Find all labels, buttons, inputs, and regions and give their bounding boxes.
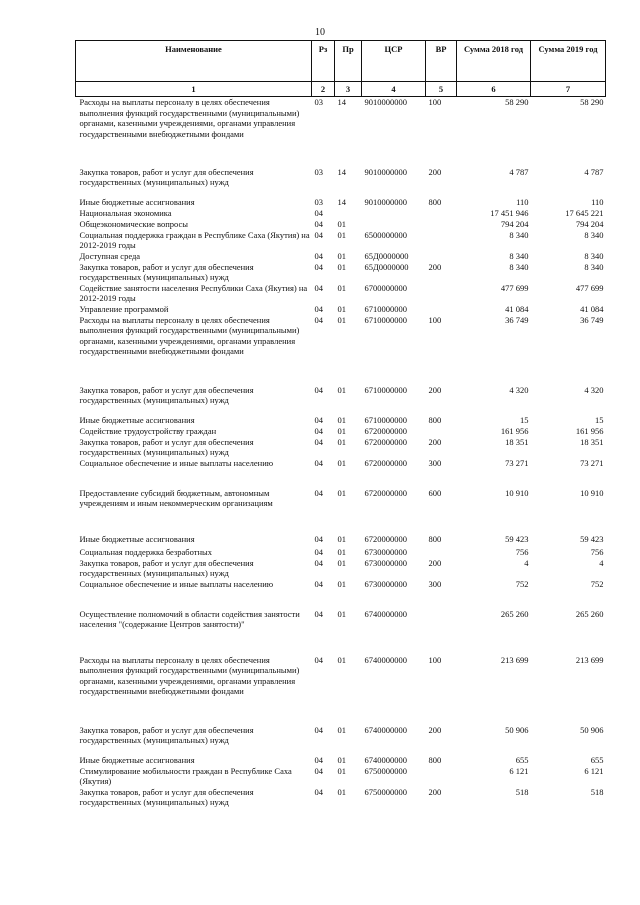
row-csr: 65Д0000000 <box>364 250 409 261</box>
row-vr <box>426 219 457 230</box>
row-sum-2019: 73 271 <box>580 457 604 468</box>
row-sum-2019: 518 <box>590 786 604 797</box>
row-sum-2018: 17 451 946 <box>490 207 529 218</box>
row-sum-2019: 477 699 <box>575 282 604 293</box>
row-pr: 01 <box>337 314 346 325</box>
row-name: Содействие трудоустройству граждан <box>79 425 217 436</box>
row-rz: 04 <box>314 261 323 272</box>
row-csr: 6720000000 <box>364 487 407 498</box>
row-vr: 300 <box>428 578 442 589</box>
row-sum-2018: 794 204 <box>500 218 529 229</box>
row-sum-2018: 8 340 <box>509 229 529 240</box>
row-name: Социальная поддержка безработных <box>79 546 212 557</box>
row-csr: 6750000000 <box>364 765 407 776</box>
row-csr: 9010000000 <box>364 97 407 107</box>
row-pr: 01 <box>337 384 346 395</box>
row-name: Закупка товаров, работ и услуг для обеспечения государственных (муниципальных) нужд <box>79 436 254 457</box>
row-name: Иные бюджетные ассигнования <box>79 754 195 765</box>
table-row <box>76 315 606 385</box>
row-name: Иные бюджетные ассигнования <box>79 414 195 425</box>
row-sum-2019: 15 <box>595 414 604 425</box>
row-pr: 01 <box>337 282 346 293</box>
column-number: 1 <box>76 82 312 97</box>
row-csr: 6730000000 <box>364 557 407 568</box>
row-name: Общеэкономические вопросы <box>79 218 188 229</box>
row-rz: 04 <box>314 250 323 261</box>
table-row <box>76 787 606 808</box>
row-name: Управление программой <box>79 303 169 314</box>
row-rz: 04 <box>314 384 323 395</box>
row-name: Расходы на выплаты персоналу в целях обеспечения выполнения функций государственными (муниципальными) органами, казенными учреждениями, органами управления государственными внебюджетными фондами <box>79 97 300 139</box>
row-vr: 100 <box>428 314 442 325</box>
row-csr: 6720000000 <box>364 436 407 447</box>
row-pr: 01 <box>337 303 346 314</box>
row-vr: 200 <box>428 166 442 177</box>
row-csr: 6700000000 <box>364 282 407 293</box>
row-sum-2018: 8 340 <box>509 250 529 261</box>
table-row <box>76 488 606 534</box>
row-sum-2019: 8 340 <box>584 261 604 272</box>
header-name: Наименование <box>76 41 312 82</box>
row-rz: 04 <box>314 218 323 229</box>
header-sum-2019: Сумма 2019 год <box>531 41 606 82</box>
row-rz: 04 <box>314 557 323 568</box>
table-row <box>76 458 606 488</box>
table-row <box>76 534 606 547</box>
row-sum-2019: 10 910 <box>580 487 604 498</box>
header-csr: ЦСР <box>362 41 426 82</box>
row-pr: 14 <box>337 196 346 207</box>
table-row <box>76 262 606 283</box>
row-sum-2019: 4 320 <box>584 384 604 395</box>
row-pr: 01 <box>337 261 346 272</box>
row-pr: 01 <box>337 533 346 544</box>
row-pr: 01 <box>337 436 346 447</box>
row-name: Социальное обеспечение и иные выплаты населению <box>79 457 274 468</box>
row-name: Социальное обеспечение и иные выплаты населению <box>79 578 274 589</box>
row-sum-2019: 36 749 <box>580 314 604 325</box>
row-name: Закупка товаров, работ и услуг для обеспечения государственных (муниципальных) нужд <box>79 261 254 282</box>
row-name: Закупка товаров, работ и услуг для обеспечения государственных (муниципальных) нужд <box>79 384 254 405</box>
row-vr: 300 <box>428 457 442 468</box>
row-csr: 65Д0000000 <box>364 261 409 272</box>
row-rz: 04 <box>314 282 323 293</box>
row-sum-2018: 6 121 <box>509 765 529 776</box>
column-number: 4 <box>362 82 426 97</box>
row-sum-2018: 10 910 <box>505 487 529 498</box>
row-pr: 01 <box>337 487 346 498</box>
header-vr: ВР <box>426 41 457 82</box>
table-row <box>76 97 606 167</box>
row-rz: 04 <box>314 786 323 797</box>
column-number: 7 <box>531 82 606 97</box>
row-vr <box>426 547 457 558</box>
table-row <box>76 558 606 579</box>
row-pr: 14 <box>337 97 346 107</box>
table-row <box>76 304 606 315</box>
table-row <box>76 251 606 262</box>
row-rz: 04 <box>314 303 323 314</box>
row-rz: 04 <box>314 207 323 218</box>
table-row <box>76 197 606 208</box>
row-rz: 04 <box>314 654 323 665</box>
row-sum-2018: 41 084 <box>505 303 529 314</box>
row-sum-2018: 36 749 <box>505 314 529 325</box>
row-sum-2019: 8 340 <box>584 250 604 261</box>
table-row <box>76 283 606 304</box>
row-rz: 04 <box>314 457 323 468</box>
row-sum-2018: 4 <box>524 557 529 568</box>
row-sum-2019: 8 340 <box>584 229 604 240</box>
header-row <box>76 41 606 82</box>
row-csr: 9010000000 <box>364 166 407 177</box>
table-row <box>76 655 606 725</box>
row-name: Предоставление субсидий бюджетным, автономным учреждениям и иным некоммерческим организациям <box>79 487 273 508</box>
row-sum-2019: 110 <box>591 196 604 207</box>
row-csr: 6740000000 <box>364 608 407 619</box>
row-pr: 01 <box>337 557 346 568</box>
row-sum-2018: 73 271 <box>505 457 529 468</box>
row-rz: 04 <box>314 436 323 447</box>
row-csr: 6720000000 <box>364 425 407 436</box>
row-vr: 200 <box>428 436 442 447</box>
row-name: Закупка товаров, работ и услуг для обеспечения государственных (муниципальных) нужд <box>79 557 254 578</box>
row-pr: 01 <box>337 250 346 261</box>
row-sum-2018: 477 699 <box>500 282 529 293</box>
row-vr: 200 <box>428 724 442 735</box>
row-csr: 6710000000 <box>364 303 407 314</box>
row-sum-2019: 17 645 221 <box>565 207 604 218</box>
row-rz: 04 <box>314 578 323 589</box>
row-sum-2018: 50 906 <box>505 724 529 735</box>
row-sum-2018: 518 <box>515 786 529 797</box>
row-vr: 200 <box>428 786 442 797</box>
table-row <box>76 755 606 766</box>
row-pr: 01 <box>337 414 346 425</box>
row-sum-2019: 161 956 <box>575 425 604 436</box>
row-csr: 6720000000 <box>364 533 407 544</box>
row-vr <box>426 609 457 655</box>
row-pr: 01 <box>337 578 346 589</box>
row-sum-2018: 59 423 <box>505 533 529 544</box>
row-name: Закупка товаров, работ и услуг для обеспечения государственных (муниципальных) нужд <box>79 786 254 807</box>
row-rz: 04 <box>314 765 323 776</box>
row-csr: 6720000000 <box>364 457 407 468</box>
row-name: Социальная поддержка граждан в Республике Саха (Якутия) на 2012-2019 годы <box>79 229 310 250</box>
table-row <box>76 167 606 197</box>
table-body <box>76 97 606 808</box>
row-name: Иные бюджетные ассигнования <box>79 196 195 207</box>
row-sum-2019: 4 <box>599 557 604 568</box>
row-csr: 6730000000 <box>364 578 407 589</box>
row-sum-2019: 50 906 <box>580 724 604 735</box>
row-rz: 04 <box>314 425 323 436</box>
row-sum-2019: 18 351 <box>580 436 604 447</box>
row-sum-2019: 655 <box>590 754 604 765</box>
row-pr: 01 <box>337 425 346 436</box>
row-name: Закупка товаров, работ и услуг для обеспечения государственных (муниципальных) нужд <box>79 166 254 187</box>
row-vr: 800 <box>428 754 442 765</box>
row-rz: 04 <box>314 754 323 765</box>
header-rz: Рз <box>312 41 335 82</box>
row-sum-2018: 756 <box>515 546 529 557</box>
row-sum-2019: 213 699 <box>575 654 604 665</box>
row-csr <box>362 208 426 219</box>
table-row <box>76 547 606 558</box>
row-vr <box>426 426 457 437</box>
column-number-row <box>76 82 606 97</box>
header-pr: Пр <box>335 41 362 82</box>
column-number: 2 <box>312 82 335 97</box>
row-sum-2019: 4 787 <box>584 166 604 177</box>
row-rz: 03 <box>314 196 323 207</box>
row-sum-2018: 213 699 <box>500 654 529 665</box>
table-row <box>76 415 606 426</box>
table-row <box>76 426 606 437</box>
table-row <box>76 725 606 755</box>
budget-table <box>75 40 606 808</box>
row-sum-2019: 58 290 <box>580 97 604 107</box>
row-pr: 01 <box>337 786 346 797</box>
row-sum-2018: 655 <box>515 754 529 765</box>
row-sum-2018: 752 <box>515 578 529 589</box>
row-pr: 01 <box>337 457 346 468</box>
row-name: Расходы на выплаты персоналу в целях обеспечения выполнения функций государственными (муниципальными) органами, казенными учреждениями, органами управления государственными внебюджетными фондами <box>79 314 300 356</box>
row-pr: 14 <box>337 166 346 177</box>
row-sum-2018: 8 340 <box>509 261 529 272</box>
row-name: Иные бюджетные ассигнования <box>79 533 195 544</box>
row-vr: 200 <box>428 384 442 395</box>
row-pr: 01 <box>337 229 346 240</box>
row-pr: 01 <box>337 218 346 229</box>
row-vr <box>426 766 457 787</box>
row-sum-2019: 6 121 <box>584 765 604 776</box>
row-sum-2019: 59 423 <box>580 533 604 544</box>
table-row <box>76 766 606 787</box>
row-sum-2019: 752 <box>590 578 604 589</box>
table-row <box>76 437 606 458</box>
row-sum-2019: 794 204 <box>575 218 604 229</box>
row-csr: 6730000000 <box>364 546 407 557</box>
row-rz: 04 <box>314 414 323 425</box>
row-sum-2018: 4 787 <box>509 166 529 177</box>
row-vr: 100 <box>428 654 442 665</box>
row-pr: 01 <box>337 754 346 765</box>
row-csr: 6500000000 <box>364 229 407 240</box>
row-vr <box>426 208 457 219</box>
row-sum-2018: 265 260 <box>500 608 529 619</box>
row-vr <box>426 230 457 251</box>
row-pr: 01 <box>337 765 346 776</box>
row-sum-2019: 756 <box>590 546 604 557</box>
row-sum-2018: 110 <box>516 196 529 207</box>
page-number: 10 <box>315 27 325 38</box>
row-name: Национальная экономика <box>79 207 172 218</box>
column-number: 5 <box>426 82 457 97</box>
row-csr: 6740000000 <box>364 754 407 765</box>
row-rz: 04 <box>314 533 323 544</box>
row-sum-2018: 15 <box>520 414 529 425</box>
row-rz: 04 <box>314 608 323 619</box>
row-name: Осуществление полномочий в области содействия занятости населения "(содержание Центров занятости)" <box>79 608 300 629</box>
row-csr: 6710000000 <box>364 384 407 395</box>
table-row <box>76 609 606 655</box>
row-rz: 04 <box>314 487 323 498</box>
row-name: Расходы на выплаты персоналу в целях обеспечения выполнения функций государственными (муниципальными) органами, казенными учреждениями, органами управления государственными внебюджетными фондами <box>79 654 300 696</box>
row-csr <box>362 219 426 230</box>
table-row <box>76 230 606 251</box>
table-row <box>76 208 606 219</box>
row-sum-2019: 265 260 <box>575 608 604 619</box>
row-pr: 01 <box>337 654 346 665</box>
row-name: Стимулирование мобильности граждан в Республике Саха (Якутия) <box>79 765 292 786</box>
row-rz: 04 <box>314 724 323 735</box>
row-csr: 6750000000 <box>364 786 407 797</box>
row-csr: 9010000000 <box>364 196 407 207</box>
row-rz: 04 <box>314 546 323 557</box>
row-vr: 200 <box>428 557 442 568</box>
row-pr: 01 <box>337 608 346 619</box>
row-rz: 03 <box>314 166 323 177</box>
row-name: Закупка товаров, работ и услуг для обеспечения государственных (муниципальных) нужд <box>79 724 254 745</box>
row-sum-2019: 41 084 <box>580 303 604 314</box>
row-pr <box>335 208 362 219</box>
row-csr: 6710000000 <box>364 314 407 325</box>
row-vr <box>426 304 457 315</box>
row-vr <box>426 251 457 262</box>
row-sum-2018: 4 320 <box>509 384 529 395</box>
row-rz: 04 <box>314 229 323 240</box>
row-name: Содействие занятости населения Республики Саха (Якутия) на 2012-2019 годы <box>79 282 308 303</box>
row-sum-2018: 161 956 <box>500 425 529 436</box>
row-vr: 600 <box>428 487 442 498</box>
row-vr: 800 <box>428 196 442 207</box>
row-csr: 6710000000 <box>364 414 407 425</box>
row-vr: 800 <box>428 533 442 544</box>
row-rz: 03 <box>314 97 323 107</box>
row-pr: 01 <box>337 546 346 557</box>
row-vr: 100 <box>428 97 442 107</box>
row-vr: 800 <box>428 414 442 425</box>
column-number: 6 <box>457 82 531 97</box>
row-rz: 04 <box>314 314 323 325</box>
row-csr: 6740000000 <box>364 724 407 735</box>
row-pr: 01 <box>337 724 346 735</box>
table-row <box>76 385 606 415</box>
table-row <box>76 219 606 230</box>
row-name: Доступная среда <box>79 250 141 261</box>
header-sum-2018: Сумма 2018 год <box>457 41 531 82</box>
row-vr: 200 <box>428 261 442 272</box>
row-sum-2018: 58 290 <box>505 97 529 107</box>
row-csr: 6740000000 <box>364 654 407 665</box>
row-sum-2018: 18 351 <box>505 436 529 447</box>
column-number: 3 <box>335 82 362 97</box>
row-vr <box>426 283 457 304</box>
table-row <box>76 579 606 609</box>
